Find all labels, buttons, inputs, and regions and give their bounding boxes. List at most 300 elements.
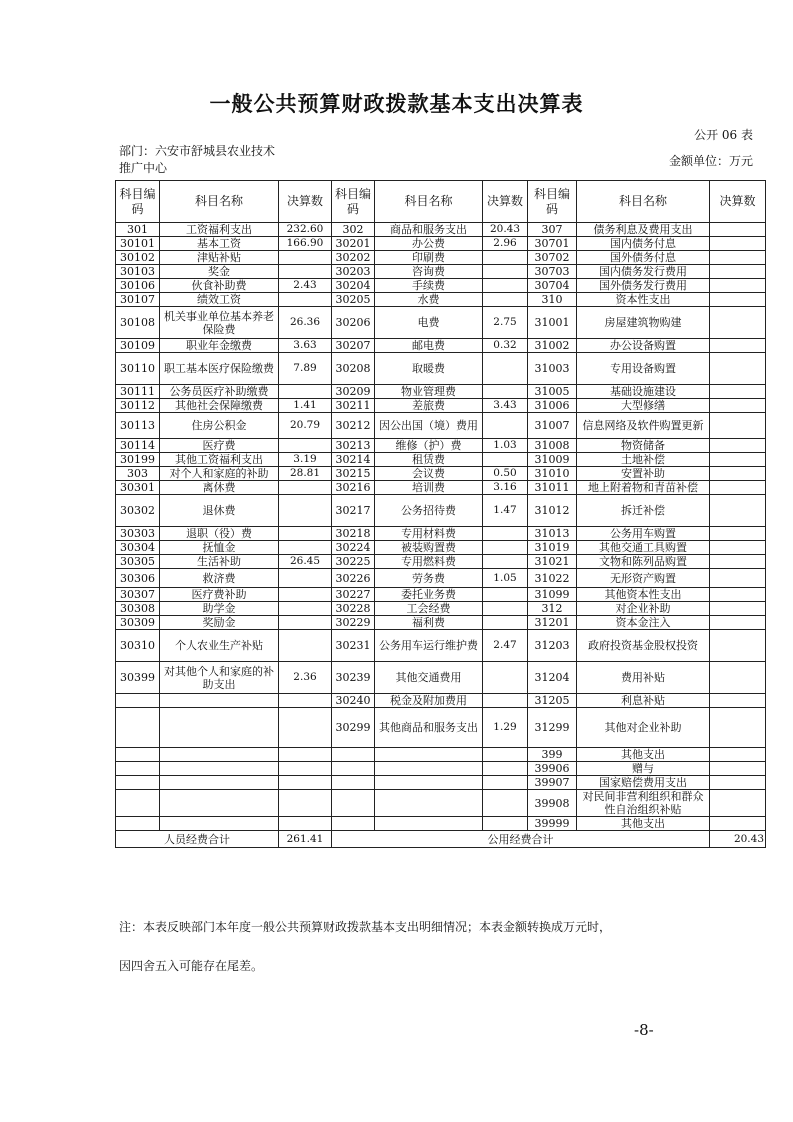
amount-cell [710,453,766,467]
code-cell: 399 [528,748,577,762]
amount-cell: 0.50 [483,467,528,481]
name-cell: 其他商品和服务支出 [375,708,483,748]
name-cell: 国外债务付息 [577,251,710,265]
name-cell: 退职（役）费 [160,527,279,541]
code-cell: 30112 [116,399,160,413]
name-cell: 机关事业单位基本养老保险费 [160,307,279,339]
code-cell: 30205 [332,293,375,307]
code-cell: 30229 [332,616,375,630]
table-row [116,602,766,616]
name-cell: 对企业补助 [577,602,710,616]
table-row [116,467,766,481]
code-cell: 30114 [116,439,160,453]
name-cell: 因公出国（境）费用 [375,413,483,439]
code-cell: 30226 [332,569,375,588]
table-row [116,237,766,251]
amount-cell [710,616,766,630]
amount-cell [710,602,766,616]
table-row [116,694,766,708]
table-row [116,339,766,353]
name-cell: 奖金 [160,265,279,279]
code-cell: 30703 [528,265,577,279]
amount-cell: 20.79 [279,413,332,439]
amount-cell [710,339,766,353]
code-cell: 30110 [116,353,160,385]
header-cell: 科目编码 [528,181,577,223]
amount-cell [710,588,766,602]
name-cell: 债务利息及费用支出 [577,223,710,237]
code-cell: 30702 [528,251,577,265]
amount-cell: 2.47 [483,630,528,662]
table-row [116,495,766,527]
code-cell: 301 [116,223,160,237]
name-cell: 生活补助 [160,555,279,569]
code-cell: 30204 [332,279,375,293]
name-cell [160,694,279,708]
amount-cell [483,790,528,817]
amount-cell [483,541,528,555]
amount-cell [710,790,766,817]
code-cell [116,708,160,748]
code-cell: 31204 [528,662,577,694]
name-cell [160,708,279,748]
name-cell: 离休费 [160,481,279,495]
code-cell: 30307 [116,588,160,602]
table-row [116,569,766,588]
name-cell: 费用补贴 [577,662,710,694]
name-cell: 对个人和家庭的补助 [160,467,279,481]
header-cell: 科目编码 [116,181,160,223]
code-cell: 30305 [116,555,160,569]
amount-cell [710,307,766,339]
name-cell: 培训费 [375,481,483,495]
code-cell [332,790,375,817]
name-cell: 电费 [375,307,483,339]
amount-cell [483,265,528,279]
code-cell: 30101 [116,237,160,251]
code-cell: 31001 [528,307,577,339]
name-cell: 物资储备 [577,439,710,453]
amount-cell: 1.47 [483,495,528,527]
table-row [116,385,766,399]
amount-cell: 0.32 [483,339,528,353]
amount-cell [279,817,332,831]
table-row [116,353,766,385]
name-cell: 国外债务发行费用 [577,279,710,293]
amount-cell [279,293,332,307]
amount-cell [279,602,332,616]
name-cell: 公务用车购置 [577,527,710,541]
table-row [116,762,766,776]
code-cell: 39906 [528,762,577,776]
amount-cell [710,385,766,399]
header-cell: 决算数 [710,181,766,223]
code-cell: 30214 [332,453,375,467]
code-cell: 30227 [332,588,375,602]
name-cell: 其他社会保障缴费 [160,399,279,413]
name-cell: 赠与 [577,762,710,776]
name-cell: 福利费 [375,616,483,630]
name-cell: 抚恤金 [160,541,279,555]
footnote-line-1: 注：本表反映部门本年度一般公共预算财政拨款基本支出明细情况；本表金额转换成万元时， [119,920,612,934]
code-cell: 30310 [116,630,160,662]
code-cell [116,694,160,708]
name-cell: 专用材料费 [375,527,483,541]
amount-cell: 26.45 [279,555,332,569]
amount-cell [279,265,332,279]
name-cell: 工资福利支出 [160,223,279,237]
name-cell: 国家赔偿费用支出 [577,776,710,790]
name-cell: 其他工资福利支出 [160,453,279,467]
amount-cell: 1.41 [279,399,332,413]
name-cell: 资本性支出 [577,293,710,307]
name-cell: 房屋建筑物购建 [577,307,710,339]
name-cell: 印刷费 [375,251,483,265]
code-cell: 30111 [116,385,160,399]
code-cell: 30102 [116,251,160,265]
code-cell: 30203 [332,265,375,279]
amount-cell [710,817,766,831]
name-cell: 劳务费 [375,569,483,588]
name-cell: 专用设备购置 [577,353,710,385]
name-cell: 文物和陈列品购置 [577,555,710,569]
amount-cell [279,694,332,708]
name-cell [160,817,279,831]
name-cell: 咨询费 [375,265,483,279]
code-cell: 31007 [528,413,577,439]
name-cell: 工会经费 [375,602,483,616]
header-cell: 科目名称 [577,181,710,223]
table-row [116,293,766,307]
table-row [116,790,766,817]
amount-cell [710,265,766,279]
name-cell: 办公设备购置 [577,339,710,353]
amount-cell: 28.81 [279,467,332,481]
amount-cell [279,790,332,817]
amount-cell [279,495,332,527]
amount-cell [483,555,528,569]
amount-cell [483,616,528,630]
name-cell: 拆迁补偿 [577,495,710,527]
code-cell: 31009 [528,453,577,467]
amount-cell [279,541,332,555]
code-cell: 31019 [528,541,577,555]
amount-cell [710,481,766,495]
table-row [116,588,766,602]
code-cell: 31008 [528,439,577,453]
code-cell: 31203 [528,630,577,662]
code-cell [116,790,160,817]
code-cell: 31201 [528,616,577,630]
table-row [116,265,766,279]
name-cell [375,762,483,776]
name-cell: 奖励金 [160,616,279,630]
amount-cell: 2.75 [483,307,528,339]
amount-cell [710,399,766,413]
code-cell: 30217 [332,495,375,527]
code-cell: 30208 [332,353,375,385]
code-cell: 30103 [116,265,160,279]
code-cell: 30231 [332,630,375,662]
table-row [116,630,766,662]
name-cell: 无形资产购置 [577,569,710,588]
amount-cell [279,748,332,762]
name-cell: 基础设施建设 [577,385,710,399]
name-cell [375,790,483,817]
code-cell: 30239 [332,662,375,694]
amount-cell [279,762,332,776]
personnel-total-value: 261.41 [279,831,332,848]
amount-cell [710,353,766,385]
amount-cell [483,251,528,265]
code-cell: 30308 [116,602,160,616]
amount-cell: 232.60 [279,223,332,237]
code-cell [332,776,375,790]
name-cell [375,748,483,762]
table-row [116,307,766,339]
code-cell: 31003 [528,353,577,385]
name-cell [160,776,279,790]
name-cell: 国内债务发行费用 [577,265,710,279]
header-cell: 科目编码 [332,181,375,223]
code-cell: 39908 [528,790,577,817]
name-cell: 信息网络及软件购置更新 [577,413,710,439]
amount-cell [279,481,332,495]
name-cell: 其他支出 [577,817,710,831]
code-cell [116,762,160,776]
header-cell: 科目名称 [375,181,483,223]
amount-cell [483,762,528,776]
name-cell: 公务招待费 [375,495,483,527]
name-cell: 退休费 [160,495,279,527]
name-cell: 地上附着物和青苗补偿 [577,481,710,495]
table-header-row [116,181,766,223]
code-cell: 30209 [332,385,375,399]
code-cell: 30306 [116,569,160,588]
code-cell: 31099 [528,588,577,602]
code-cell: 30213 [332,439,375,453]
amount-cell [710,279,766,293]
name-cell: 邮电费 [375,339,483,353]
code-cell: 30303 [116,527,160,541]
totals-row [116,831,766,848]
public-total-value: 20.43 [710,831,766,848]
name-cell: 维修（护）费 [375,439,483,453]
amount-cell [710,293,766,307]
code-cell: 31205 [528,694,577,708]
code-cell: 30304 [116,541,160,555]
amount-cell [483,279,528,293]
amount-cell [279,588,332,602]
amount-cell [710,776,766,790]
amount-cell [483,748,528,762]
amount-unit-label: 金额单位：万元 [668,154,753,168]
amount-cell: 7.89 [279,353,332,385]
name-cell: 职工基本医疗保险缴费 [160,353,279,385]
name-cell: 资本金注入 [577,616,710,630]
name-cell: 税金及附加费用 [375,694,483,708]
code-cell: 30215 [332,467,375,481]
code-cell: 30107 [116,293,160,307]
amount-cell [483,817,528,831]
code-cell: 30211 [332,399,375,413]
amount-cell: 20.43 [483,223,528,237]
form-number: 公开 06 表 [694,128,753,142]
code-cell: 30216 [332,481,375,495]
amount-cell: 166.90 [279,237,332,251]
code-cell: 30109 [116,339,160,353]
amount-cell [710,413,766,439]
amount-cell [710,467,766,481]
amount-cell: 3.19 [279,453,332,467]
amount-cell [710,495,766,527]
table-row [116,223,766,237]
amount-cell: 3.16 [483,481,528,495]
amount-cell [710,748,766,762]
amount-cell [483,453,528,467]
code-cell: 39999 [528,817,577,831]
header-cell: 科目名称 [160,181,279,223]
amount-cell [483,602,528,616]
name-cell: 水费 [375,293,483,307]
public-total-label: 公用经费合计 [332,831,710,848]
amount-cell [710,223,766,237]
code-cell: 31013 [528,527,577,541]
code-cell: 30212 [332,413,375,439]
code-cell: 312 [528,602,577,616]
code-cell: 31012 [528,495,577,527]
amount-cell [710,708,766,748]
name-cell: 医疗费补助 [160,588,279,602]
name-cell: 办公费 [375,237,483,251]
name-cell: 医疗费 [160,439,279,453]
table-row [116,527,766,541]
code-cell: 30309 [116,616,160,630]
amount-cell [483,694,528,708]
amount-cell: 2.36 [279,662,332,694]
amount-cell [483,385,528,399]
code-cell: 31005 [528,385,577,399]
code-cell: 302 [332,223,375,237]
code-cell [332,817,375,831]
table-row [116,251,766,265]
amount-cell: 1.03 [483,439,528,453]
code-cell: 30224 [332,541,375,555]
name-cell: 商品和服务支出 [375,223,483,237]
code-cell: 30228 [332,602,375,616]
name-cell: 手续费 [375,279,483,293]
code-cell: 30704 [528,279,577,293]
code-cell: 303 [116,467,160,481]
name-cell: 其他资本性支出 [577,588,710,602]
code-cell [332,748,375,762]
name-cell [375,817,483,831]
table-row [116,453,766,467]
amount-cell [483,527,528,541]
amount-cell: 2.43 [279,279,332,293]
amount-cell [279,439,332,453]
name-cell: 专用燃料费 [375,555,483,569]
table-row [116,817,766,831]
code-cell: 31299 [528,708,577,748]
name-cell: 政府投资基金股权投资 [577,630,710,662]
code-cell [332,762,375,776]
amount-cell [710,694,766,708]
code-cell [116,776,160,790]
name-cell: 其他交通工具购置 [577,541,710,555]
code-cell [116,748,160,762]
table-row [116,555,766,569]
table-row [116,439,766,453]
amount-cell [710,237,766,251]
name-cell [160,748,279,762]
amount-cell [279,776,332,790]
amount-cell [279,527,332,541]
table-row [116,399,766,413]
name-cell: 其他对企业补助 [577,708,710,748]
amount-cell: 1.05 [483,569,528,588]
name-cell: 公务用车运行维护费 [375,630,483,662]
amount-cell [279,616,332,630]
amount-cell [279,385,332,399]
code-cell: 30113 [116,413,160,439]
amount-cell: 3.63 [279,339,332,353]
amount-cell [483,588,528,602]
name-cell: 救济费 [160,569,279,588]
name-cell: 对民间非营利组织和群众性自治组织补贴 [577,790,710,817]
table-row [116,748,766,762]
name-cell: 公务员医疗补助缴费 [160,385,279,399]
header-cell: 决算数 [483,181,528,223]
name-cell: 租赁费 [375,453,483,467]
amount-cell [279,569,332,588]
amount-cell [710,662,766,694]
table-row [116,776,766,790]
amount-cell [483,662,528,694]
code-cell: 30202 [332,251,375,265]
amount-cell [710,527,766,541]
code-cell: 30206 [332,307,375,339]
name-cell: 差旅费 [375,399,483,413]
name-cell: 个人农业生产补贴 [160,630,279,662]
amount-cell: 1.29 [483,708,528,748]
code-cell: 31011 [528,481,577,495]
name-cell: 大型修缮 [577,399,710,413]
amount-cell [483,413,528,439]
table-row [116,708,766,748]
name-cell: 对其他个人和家庭的补助支出 [160,662,279,694]
name-cell: 助学金 [160,602,279,616]
code-cell: 30399 [116,662,160,694]
table-row [116,481,766,495]
amount-cell [483,776,528,790]
code-cell: 30199 [116,453,160,467]
code-cell: 307 [528,223,577,237]
code-cell: 30302 [116,495,160,527]
name-cell: 津贴补贴 [160,251,279,265]
name-cell: 其他交通费用 [375,662,483,694]
table-row [116,541,766,555]
amount-cell [710,555,766,569]
name-cell: 伙食补助费 [160,279,279,293]
amount-cell [710,541,766,555]
amount-cell [483,293,528,307]
code-cell: 30218 [332,527,375,541]
name-cell: 安置补助 [577,467,710,481]
code-cell: 31002 [528,339,577,353]
name-cell: 土地补偿 [577,453,710,467]
code-cell: 31006 [528,399,577,413]
